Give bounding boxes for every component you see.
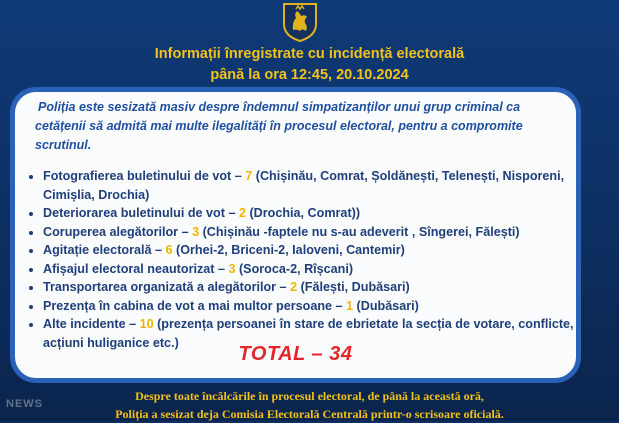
item-detail: (Chișinău -faptele nu s-au adeverit , Sîngerei, Fălești) <box>199 224 520 239</box>
list-item <box>43 278 578 297</box>
item-count: 2 <box>290 280 298 294</box>
incident-list <box>23 167 578 352</box>
item-label: Transportarea organizată a alegătorilor – <box>43 280 291 294</box>
title-line-2: până la ora 12:45, 20.10.2024 <box>210 67 409 83</box>
item-detail: (Orhei-2, Briceni-2, Ialoveni, Cantemir) <box>172 243 405 257</box>
item-count: 6 <box>165 243 173 257</box>
list-item <box>43 241 578 260</box>
page-title <box>0 44 619 86</box>
item-label: Afișajul electoral neautorizat – <box>43 261 229 276</box>
item-detail: (prezența persoanei în stare de ebrietate la secția de votare, conflicte, acțiuni huliganice etc.) <box>43 317 574 350</box>
item-detail: (Soroca-2, Rîșcani) <box>235 261 354 276</box>
item-count: 2 <box>238 206 246 220</box>
item-detail: (Dubăsari) <box>353 298 419 313</box>
item-count: 1 <box>346 298 354 313</box>
police-emblem-icon <box>282 2 318 42</box>
footer-note <box>0 387 619 423</box>
item-detail: (Drochia, Comrat)) <box>245 206 361 220</box>
item-label: Fotografierea buletinului de vot – <box>43 169 246 183</box>
watermark: NEWS <box>6 398 43 410</box>
list-item <box>43 204 578 223</box>
intro-text: Poliția este sesizată masiv despre îndemnul simpatizanților unui grup criminal ca cetățenii să admită mai multe ilegalități în procesul electoral, pentru a compromite scrutinul. <box>35 100 523 152</box>
title-line-1: Informații înregistrate cu incidență electorală <box>154 46 465 62</box>
item-detail: (Fălești, Dubăsari) <box>297 280 410 294</box>
item-label: Alte incidente – <box>43 317 140 331</box>
info-panel <box>10 87 581 383</box>
item-count: 3 <box>192 224 200 239</box>
list-item <box>43 167 578 204</box>
list-item <box>43 260 578 279</box>
item-label: Coruperea alegătorilor – <box>43 224 193 239</box>
item-count: 10 <box>139 317 154 331</box>
item-label: Prezența în cabina de vot a mai multor persoane – <box>43 298 347 313</box>
item-detail: (Chișinău, Comrat, Șoldănești, Telenești, Nisporeni, Cimișlia, Drochia) <box>43 169 565 202</box>
item-label: Agitație electorală – <box>43 243 166 257</box>
item-count: 3 <box>228 261 236 276</box>
list-item <box>43 223 578 242</box>
list-item <box>43 297 578 316</box>
footer-line-1: Despre toate încălcările în procesul electoral, de până la această oră, <box>135 389 484 403</box>
item-label: Deteriorarea buletinului de vot – <box>43 206 239 220</box>
footer-line-2: Poliția a sesizat deja Comisia Electorală Centrală printr-o scrisoare oficială. <box>115 407 504 421</box>
item-count: 7 <box>245 169 253 183</box>
total-count: TOTAL – 34 <box>238 343 353 365</box>
